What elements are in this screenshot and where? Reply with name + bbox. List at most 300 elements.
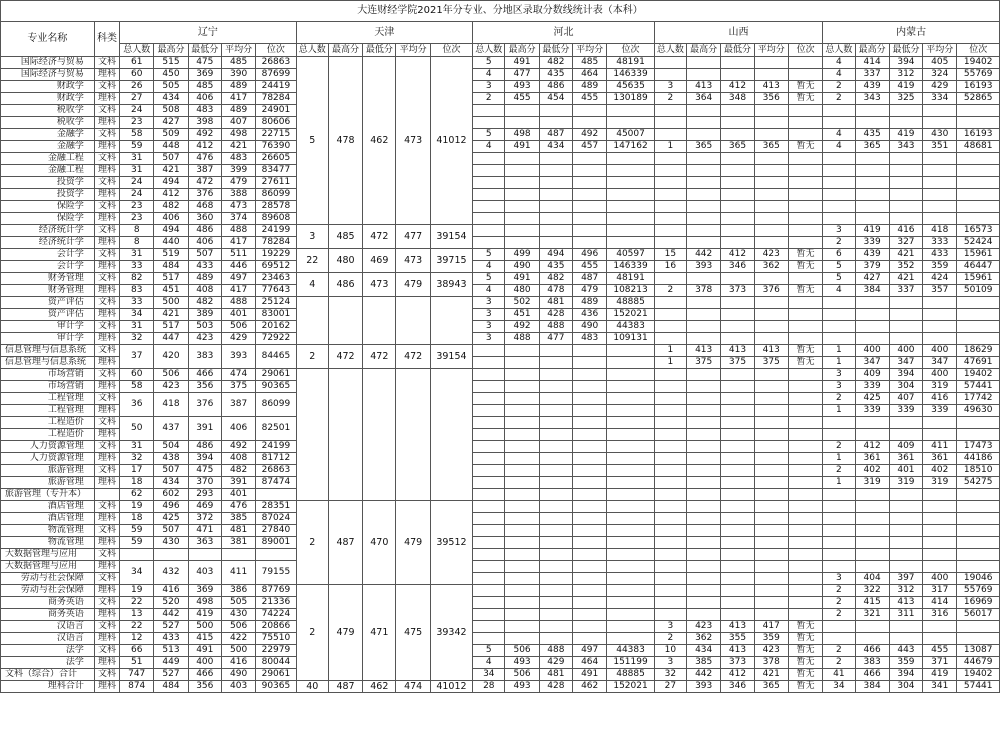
hebei-cell: 479 (573, 285, 607, 297)
hebei-cell (505, 345, 539, 357)
table-row (1, 549, 1000, 561)
hebei-cell (607, 513, 654, 525)
liaoning-cell: 27611 (256, 177, 296, 189)
tianjin-cell: 486 (328, 273, 362, 297)
shanxi-cell (687, 201, 721, 213)
shanxi-cell (721, 165, 754, 177)
hebei-cell (505, 381, 539, 393)
neimenggu-cell: 439 (855, 81, 889, 93)
liaoning-cell: 21336 (256, 597, 296, 609)
hebei-cell (505, 153, 539, 165)
liaoning-cell: 386 (221, 585, 255, 597)
shanxi-cell (754, 105, 788, 117)
shanxi-cell: 365 (754, 141, 788, 153)
subject-type: 文科 (94, 177, 119, 189)
liaoning-cell: 421 (154, 165, 188, 177)
hebei-cell (607, 537, 654, 549)
liaoning-cell: 482 (154, 201, 188, 213)
hebei-cell (607, 345, 654, 357)
liaoning-cell: 31 (120, 441, 154, 453)
hebei-cell (539, 537, 572, 549)
table-row (1, 597, 1000, 609)
hebei-cell (573, 489, 607, 501)
tianjin-cell: 39512 (430, 501, 472, 585)
shanxi-cell (654, 117, 686, 129)
shanxi-cell (754, 189, 788, 201)
liaoning-cell: 474 (221, 369, 255, 381)
neimenggu-cell: 4 (823, 69, 855, 81)
major-name: 投资学 (1, 189, 95, 201)
neimenggu-cell (923, 189, 957, 201)
sub-header-1: 最高分 (687, 44, 721, 57)
liaoning-cell: 506 (154, 369, 188, 381)
neimenggu-cell: 41 (823, 669, 855, 681)
shanxi-cell (654, 225, 686, 237)
liaoning-cell: 387 (221, 393, 255, 417)
hebei-cell: 5 (473, 57, 505, 69)
neimenggu-cell (957, 513, 1000, 525)
major-name: 物流管理 (1, 525, 95, 537)
neimenggu-cell (823, 489, 855, 501)
shanxi-cell (687, 501, 721, 513)
neimenggu-cell (923, 117, 957, 129)
neimenggu-cell (889, 501, 922, 513)
neimenggu-cell: 2 (823, 81, 855, 93)
shanxi-cell (687, 441, 721, 453)
shanxi-cell: 32 (654, 669, 686, 681)
subject-type: 文科 (94, 321, 119, 333)
hebei-cell: 491 (505, 141, 539, 153)
tianjin-cell (328, 297, 362, 345)
neimenggu-cell: 365 (855, 141, 889, 153)
tianjin-cell: 473 (396, 57, 430, 225)
neimenggu-cell (957, 177, 1000, 189)
neimenggu-cell: 455 (923, 645, 957, 657)
major-name: 理科合计 (1, 681, 95, 693)
neimenggu-cell: 1 (823, 357, 855, 369)
liaoning-cell: 448 (154, 141, 188, 153)
shanxi-cell (687, 477, 721, 489)
subject-type: 理科 (94, 213, 119, 225)
neimenggu-cell: 414 (855, 57, 889, 69)
shanxi-cell (721, 57, 754, 69)
shanxi-cell: 378 (754, 657, 788, 669)
table-row (1, 201, 1000, 213)
liaoning-cell: 407 (221, 117, 255, 129)
shanxi-cell (721, 129, 754, 141)
neimenggu-cell: 394 (889, 369, 922, 381)
neimenggu-cell: 304 (889, 381, 922, 393)
neimenggu-cell (923, 213, 957, 225)
subject-type: 理科 (94, 609, 119, 621)
neimenggu-cell (889, 549, 922, 561)
hebei-cell (505, 213, 539, 225)
hebei-cell (473, 225, 505, 237)
hebei-cell: 429 (539, 657, 572, 669)
major-name: 金融学 (1, 129, 95, 141)
liaoning-cell: 12 (120, 633, 154, 645)
shanxi-cell (788, 549, 822, 561)
table-row (1, 117, 1000, 129)
tianjin-cell (328, 369, 362, 501)
hebei-cell (473, 417, 505, 429)
neimenggu-cell: 319 (889, 477, 922, 489)
subject-type: 理科 (94, 513, 119, 525)
neimenggu-cell (923, 201, 957, 213)
hebei-cell (573, 165, 607, 177)
neimenggu-cell: 5 (823, 261, 855, 273)
shanxi-cell (721, 465, 754, 477)
subject-type: 文科 (94, 369, 119, 381)
neimenggu-cell: 325 (889, 93, 922, 105)
shanxi-cell (788, 381, 822, 393)
hebei-cell (505, 429, 539, 441)
liaoning-cell: 394 (188, 453, 221, 465)
shanxi-cell: 375 (754, 357, 788, 369)
shanxi-cell (721, 513, 754, 525)
major-name: 旅游管理 (1, 477, 95, 489)
neimenggu-cell: 421 (889, 249, 922, 261)
neimenggu-cell (957, 321, 1000, 333)
liaoning-cell: 29061 (256, 369, 296, 381)
tianjin-cell: 473 (396, 249, 430, 273)
shanxi-cell (788, 405, 822, 417)
neimenggu-cell: 400 (923, 573, 957, 585)
liaoning-cell: 412 (188, 141, 221, 153)
liaoning-cell: 86099 (256, 189, 296, 201)
neimenggu-cell: 47691 (957, 357, 1000, 369)
shanxi-cell: 暂无 (788, 681, 822, 693)
shanxi-cell: 413 (687, 345, 721, 357)
shanxi-cell (654, 609, 686, 621)
shanxi-cell (687, 573, 721, 585)
shanxi-cell: 373 (721, 285, 754, 297)
shanxi-cell (788, 201, 822, 213)
neimenggu-cell (855, 525, 889, 537)
shanxi-cell (754, 153, 788, 165)
liaoning-cell: 13 (120, 609, 154, 621)
shanxi-cell (687, 309, 721, 321)
hebei-cell: 152021 (607, 309, 654, 321)
liaoning-cell: 479 (221, 177, 255, 189)
major-name: 物流管理 (1, 537, 95, 549)
hebei-cell (473, 153, 505, 165)
hebei-cell (473, 117, 505, 129)
liaoning-cell: 423 (154, 381, 188, 393)
neimenggu-cell (855, 201, 889, 213)
shanxi-cell (788, 117, 822, 129)
neimenggu-cell (957, 621, 1000, 633)
shanxi-cell: 373 (721, 657, 754, 669)
sub-header-0: 总人数 (823, 44, 855, 57)
liaoning-cell: 411 (221, 561, 255, 585)
hebei-cell: 5 (473, 273, 505, 285)
hebei-cell: 462 (573, 681, 607, 693)
hebei-cell (473, 597, 505, 609)
hebei-cell (473, 105, 505, 117)
hebei-cell (505, 477, 539, 489)
shanxi-cell (788, 69, 822, 81)
hebei-cell: 147162 (607, 141, 654, 153)
shanxi-cell (721, 333, 754, 345)
liaoning-cell: 494 (154, 225, 188, 237)
tianjin-cell: 480 (328, 249, 362, 273)
liaoning-cell: 475 (188, 57, 221, 69)
neimenggu-cell: 411 (923, 441, 957, 453)
neimenggu-cell: 50109 (957, 285, 1000, 297)
neimenggu-cell: 1 (823, 345, 855, 357)
liaoning-cell: 417 (221, 285, 255, 297)
neimenggu-cell (855, 153, 889, 165)
neimenggu-cell (823, 201, 855, 213)
hebei-cell (539, 441, 572, 453)
shanxi-cell (654, 597, 686, 609)
neimenggu-cell (855, 297, 889, 309)
shanxi-cell: 362 (687, 633, 721, 645)
neimenggu-cell: 443 (889, 645, 922, 657)
hebei-cell (607, 393, 654, 405)
liaoning-cell: 87474 (256, 477, 296, 489)
hebei-cell: 151199 (607, 657, 654, 669)
hebei-cell: 488 (505, 333, 539, 345)
shanxi-cell: 暂无 (788, 633, 822, 645)
neimenggu-cell (957, 189, 1000, 201)
neimenggu-cell: 304 (889, 681, 922, 693)
subject-type: 文科 (94, 549, 119, 561)
tianjin-cell: 487 (328, 681, 362, 693)
major-header: 专业名称 (1, 22, 95, 57)
neimenggu-cell (823, 429, 855, 441)
neimenggu-cell: 19402 (957, 369, 1000, 381)
shanxi-cell: 385 (687, 657, 721, 669)
neimenggu-cell: 52424 (957, 237, 1000, 249)
liaoning-cell: 80044 (256, 657, 296, 669)
neimenggu-cell: 419 (889, 81, 922, 93)
shanxi-cell (788, 153, 822, 165)
hebei-cell (473, 189, 505, 201)
neimenggu-cell (855, 117, 889, 129)
shanxi-cell (687, 57, 721, 69)
neimenggu-cell: 319 (855, 477, 889, 489)
subject-type: 理科 (94, 453, 119, 465)
shanxi-cell (754, 501, 788, 513)
hebei-cell (473, 477, 505, 489)
subject-type: 理科 (94, 189, 119, 201)
neimenggu-cell (957, 213, 1000, 225)
hebei-cell (505, 369, 539, 381)
major-name: 工程管理 (1, 393, 95, 405)
neimenggu-cell: 419 (855, 225, 889, 237)
liaoning-cell: 507 (154, 153, 188, 165)
neimenggu-cell (823, 321, 855, 333)
liaoning-cell: 747 (120, 669, 154, 681)
shanxi-cell (721, 477, 754, 489)
neimenggu-cell (855, 177, 889, 189)
liaoning-cell: 438 (154, 453, 188, 465)
hebei-cell (573, 441, 607, 453)
major-name: 工程管理 (1, 405, 95, 417)
hebei-cell (573, 369, 607, 381)
neimenggu-cell (823, 633, 855, 645)
neimenggu-cell: 435 (855, 129, 889, 141)
table-row (1, 105, 1000, 117)
table-row (1, 561, 1000, 573)
liaoning-cell: 490 (221, 669, 255, 681)
hebei-cell (607, 633, 654, 645)
major-name: 工程造价 (1, 429, 95, 441)
liaoning-cell: 418 (154, 393, 188, 417)
shanxi-cell (754, 237, 788, 249)
tianjin-cell: 39715 (430, 249, 472, 273)
liaoning-cell: 488 (221, 297, 255, 309)
tianjin-cell: 470 (363, 501, 396, 585)
shanxi-cell (721, 177, 754, 189)
subject-type: 文科 (94, 441, 119, 453)
shanxi-cell (754, 165, 788, 177)
liaoning-cell: 82 (120, 273, 154, 285)
shanxi-cell (687, 537, 721, 549)
liaoning-cell: 602 (154, 489, 188, 501)
shanxi-cell (721, 453, 754, 465)
neimenggu-cell: 3 (823, 573, 855, 585)
shanxi-cell (654, 273, 686, 285)
neimenggu-cell (923, 489, 957, 501)
liaoning-cell: 506 (221, 621, 255, 633)
neimenggu-cell: 49630 (957, 405, 1000, 417)
liaoning-cell: 26863 (256, 57, 296, 69)
shanxi-cell: 359 (754, 633, 788, 645)
liaoning-cell: 492 (221, 441, 255, 453)
liaoning-cell: 36 (120, 393, 154, 417)
neimenggu-cell: 2 (823, 441, 855, 453)
hebei-cell: 491 (573, 669, 607, 681)
liaoning-cell: 27 (120, 93, 154, 105)
table-row (1, 321, 1000, 333)
neimenggu-cell: 404 (855, 573, 889, 585)
liaoning-cell: 507 (154, 465, 188, 477)
shanxi-cell (654, 453, 686, 465)
table-row (1, 141, 1000, 153)
hebei-cell (607, 525, 654, 537)
table-row (1, 489, 1000, 501)
liaoning-cell: 75510 (256, 633, 296, 645)
hebei-cell: 482 (539, 57, 572, 69)
shanxi-cell: 365 (721, 141, 754, 153)
table-row (1, 657, 1000, 669)
hebei-cell (539, 525, 572, 537)
liaoning-cell: 90365 (256, 381, 296, 393)
neimenggu-cell: 400 (855, 345, 889, 357)
neimenggu-cell: 416 (889, 225, 922, 237)
tianjin-cell: 41012 (430, 57, 472, 225)
neimenggu-cell (823, 213, 855, 225)
liaoning-cell: 508 (154, 105, 188, 117)
liaoning-cell: 89001 (256, 537, 296, 549)
hebei-cell (573, 405, 607, 417)
major-name: 税收学 (1, 117, 95, 129)
hebei-cell (505, 177, 539, 189)
hebei-cell: 434 (539, 141, 572, 153)
liaoning-cell: 356 (188, 381, 221, 393)
liaoning-cell: 475 (188, 465, 221, 477)
shanxi-cell (721, 429, 754, 441)
shanxi-cell (788, 537, 822, 549)
subject-type: 文科 (94, 417, 119, 429)
neimenggu-cell (889, 621, 922, 633)
hebei-cell (607, 453, 654, 465)
hebei-cell (505, 441, 539, 453)
shanxi-cell (654, 189, 686, 201)
sub-header-1: 最高分 (855, 44, 889, 57)
major-name: 国际经济与贸易 (1, 57, 95, 69)
liaoning-cell: 449 (154, 657, 188, 669)
tianjin-cell: 41012 (430, 681, 472, 693)
hebei-cell (539, 609, 572, 621)
neimenggu-cell (889, 309, 922, 321)
shanxi-cell (788, 177, 822, 189)
neimenggu-cell: 2 (823, 645, 855, 657)
hebei-cell (539, 393, 572, 405)
neimenggu-cell (823, 309, 855, 321)
liaoning-cell: 59 (120, 537, 154, 549)
liaoning-cell: 433 (154, 633, 188, 645)
tianjin-cell: 479 (396, 501, 430, 585)
shanxi-cell (788, 441, 822, 453)
hebei-cell: 5 (473, 645, 505, 657)
liaoning-cell: 874 (120, 681, 154, 693)
tianjin-cell (430, 369, 472, 501)
liaoning-cell: 23463 (256, 273, 296, 285)
hebei-cell: 48191 (607, 57, 654, 69)
neimenggu-cell: 16193 (957, 81, 1000, 93)
major-name: 投资学 (1, 177, 95, 189)
shanxi-cell: 412 (721, 669, 754, 681)
shanxi-cell (721, 597, 754, 609)
hebei-cell (573, 477, 607, 489)
shanxi-cell (654, 297, 686, 309)
major-name: 保险学 (1, 213, 95, 225)
neimenggu-cell: 319 (923, 381, 957, 393)
neimenggu-cell: 3 (823, 225, 855, 237)
shanxi-cell: 暂无 (788, 621, 822, 633)
table-row (1, 381, 1000, 393)
liaoning-cell: 31 (120, 249, 154, 261)
subject-type: 文科 (94, 393, 119, 405)
neimenggu-cell (889, 297, 922, 309)
hebei-cell (607, 177, 654, 189)
hebei-cell: 499 (505, 249, 539, 261)
neimenggu-cell (823, 333, 855, 345)
liaoning-cell: 489 (221, 105, 255, 117)
neimenggu-cell (823, 117, 855, 129)
liaoning-cell: 446 (221, 261, 255, 273)
major-name: 大数据管理与应用 (1, 549, 95, 561)
tianjin-cell: 5 (296, 57, 328, 225)
neimenggu-cell (923, 309, 957, 321)
major-name: 资产评估 (1, 297, 95, 309)
table-row (1, 513, 1000, 525)
hebei-cell (539, 429, 572, 441)
hebei-cell (505, 117, 539, 129)
hebei-cell (473, 213, 505, 225)
table-title: 大连财经学院2021年分专业、分地区录取分数线统计表（本科） (1, 1, 1000, 22)
shanxi-cell: 362 (754, 261, 788, 273)
hebei-cell (573, 561, 607, 573)
shanxi-cell: 413 (754, 345, 788, 357)
shanxi-cell: 417 (754, 621, 788, 633)
liaoning-cell: 401 (221, 309, 255, 321)
hebei-cell (473, 621, 505, 633)
